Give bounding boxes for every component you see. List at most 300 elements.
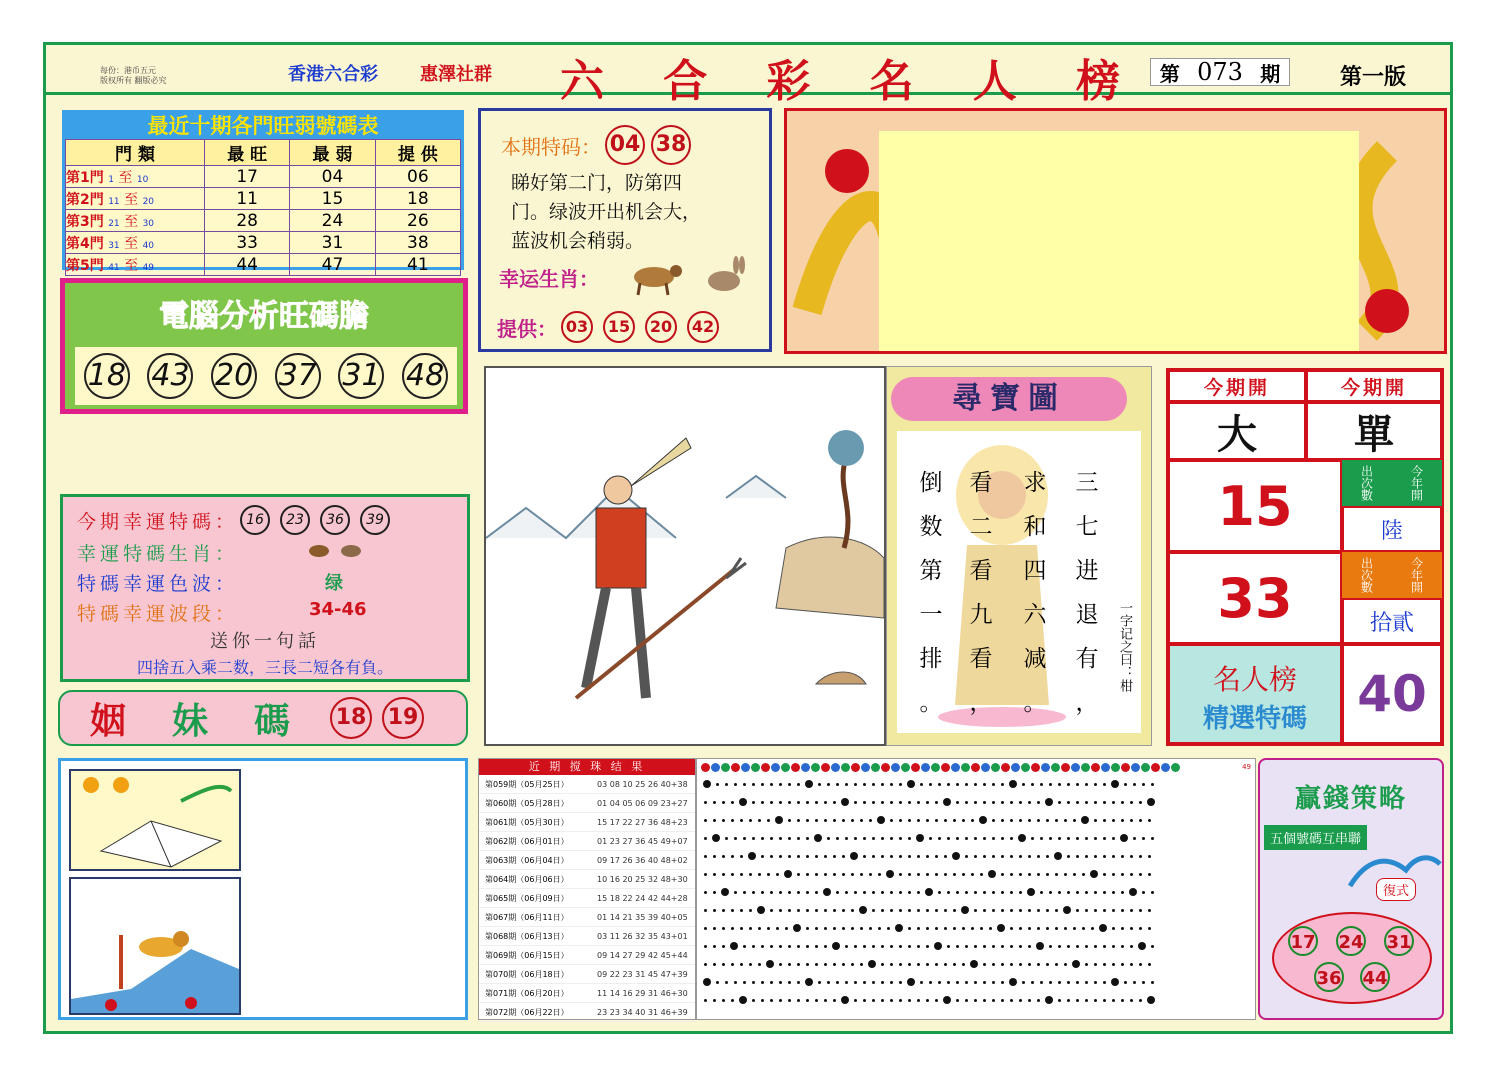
grid-ball-icon bbox=[781, 763, 790, 772]
grid-dot bbox=[1037, 927, 1040, 930]
grid-dot bbox=[887, 927, 890, 930]
door-label: 第1門 bbox=[66, 169, 104, 186]
cell-give: 06 bbox=[375, 166, 460, 188]
sister-title-char: 姻 bbox=[90, 700, 127, 742]
grid-dot bbox=[761, 837, 764, 840]
grid-row bbox=[697, 901, 1255, 919]
treasure-char: 数 bbox=[919, 514, 943, 540]
treasure-char: 有 bbox=[1075, 646, 1099, 672]
grid-ball-icon bbox=[911, 763, 920, 772]
grid-dot bbox=[935, 819, 938, 822]
grid-dot bbox=[722, 999, 725, 1002]
grid-dot bbox=[935, 873, 938, 876]
result-row bbox=[479, 870, 695, 889]
treasure-char: 九 bbox=[969, 602, 993, 628]
grid-dot bbox=[770, 945, 773, 948]
grid-dot bbox=[956, 801, 959, 804]
grid-dot bbox=[739, 798, 747, 806]
grid-dot bbox=[935, 801, 938, 804]
grid-dot bbox=[1046, 855, 1049, 858]
grid-dot bbox=[749, 963, 752, 966]
grid-dot bbox=[784, 870, 792, 878]
grid-dot bbox=[1076, 909, 1079, 912]
grid-ball-icon bbox=[701, 763, 710, 772]
brand-community: 惠澤社群 bbox=[420, 64, 492, 85]
grid-dot bbox=[929, 783, 932, 786]
grid-dot bbox=[890, 963, 893, 966]
grid-dot bbox=[788, 801, 791, 804]
treasure-col bbox=[1023, 461, 1047, 725]
grid-dot bbox=[929, 837, 932, 840]
grid-dot bbox=[965, 783, 968, 786]
grid-dot bbox=[1112, 909, 1115, 912]
grid-dot bbox=[734, 837, 737, 840]
grid-dot bbox=[1076, 837, 1079, 840]
table-row bbox=[66, 188, 461, 210]
grid-dot bbox=[965, 981, 968, 984]
grid-dot bbox=[713, 927, 716, 930]
grid-dot bbox=[965, 999, 968, 1002]
grid-dot bbox=[776, 873, 779, 876]
grid-dot bbox=[1073, 873, 1076, 876]
grid-dot bbox=[1031, 981, 1034, 984]
grid-dot bbox=[881, 981, 884, 984]
grid-dot bbox=[983, 945, 986, 948]
grid-dot bbox=[758, 927, 761, 930]
grid-dot bbox=[716, 783, 719, 786]
grid-dot bbox=[845, 837, 848, 840]
grid-dot bbox=[863, 801, 866, 804]
grid-dot bbox=[886, 870, 894, 878]
grid-dot bbox=[814, 834, 822, 842]
grid-ball-icon bbox=[711, 763, 720, 772]
grid-dot bbox=[962, 963, 965, 966]
grid-dot bbox=[722, 855, 725, 858]
grid-dot bbox=[974, 891, 977, 894]
grid-dot bbox=[815, 927, 818, 930]
grid-dot bbox=[974, 981, 977, 984]
grid-dot bbox=[731, 801, 734, 804]
grid-dot bbox=[935, 855, 938, 858]
cell-max: 17 bbox=[205, 166, 290, 188]
range-to: 20 bbox=[142, 196, 155, 207]
grid-dot bbox=[1076, 999, 1079, 1002]
title-char: 名 bbox=[869, 56, 914, 107]
strategy-number: 36 bbox=[1314, 962, 1344, 992]
grid-dot bbox=[1028, 855, 1031, 858]
grid-dot bbox=[1028, 927, 1031, 930]
computer-analysis-title: 電腦分析旺碼膽 bbox=[159, 299, 369, 334]
special-number: 38 bbox=[651, 125, 691, 165]
grid-dot bbox=[797, 945, 800, 948]
cell-min: 15 bbox=[290, 188, 375, 210]
grid-dot bbox=[890, 981, 893, 984]
grid-dot bbox=[731, 909, 734, 912]
grid-dot bbox=[947, 945, 950, 948]
grid-dot bbox=[1112, 855, 1115, 858]
grid-dot bbox=[1148, 909, 1151, 912]
grid-dot bbox=[1139, 873, 1142, 876]
grid-dot bbox=[956, 837, 959, 840]
grid-dot bbox=[1121, 891, 1124, 894]
grid-dot bbox=[1094, 891, 1097, 894]
title-char: 合 bbox=[663, 56, 708, 107]
grid-dot bbox=[944, 855, 947, 858]
grid-ball-icon bbox=[981, 763, 990, 772]
grid-dot bbox=[1019, 855, 1022, 858]
grid-dot bbox=[841, 996, 849, 1004]
grid-dot bbox=[797, 873, 800, 876]
lucky-zodiac-row: 幸運特碼生肖： bbox=[77, 543, 239, 565]
grid-dot bbox=[917, 945, 920, 948]
grid-dot bbox=[806, 801, 809, 804]
cell-min: 47 bbox=[290, 254, 375, 276]
grid-dot bbox=[1139, 963, 1142, 966]
grid-dot bbox=[1001, 891, 1004, 894]
grid-ball-icon bbox=[881, 763, 890, 772]
grid-dot bbox=[788, 891, 791, 894]
grid-dot bbox=[704, 837, 707, 840]
grid-dot bbox=[805, 978, 813, 986]
grid-dot bbox=[1103, 855, 1106, 858]
grid-dot bbox=[908, 837, 911, 840]
zodiac-animals-icon bbox=[626, 255, 756, 297]
results-header: 近 期 搅 珠 结 果 bbox=[479, 759, 695, 775]
treasure-side-note: 一字记之曰：柑 bbox=[1117, 601, 1132, 692]
range-to-word: 至 bbox=[124, 191, 139, 208]
grid-dot bbox=[1019, 945, 1022, 948]
grid-ball-icon bbox=[901, 763, 910, 772]
grid-dot bbox=[944, 819, 947, 822]
grid-dot bbox=[1040, 783, 1043, 786]
grid-dot bbox=[704, 909, 707, 912]
grid-dot bbox=[1040, 891, 1043, 894]
grid-dot bbox=[935, 999, 938, 1002]
count-label bbox=[1342, 552, 1442, 598]
grid-dot bbox=[836, 837, 839, 840]
treasure-title: 尋寶圖 bbox=[891, 377, 1127, 421]
grid-dot bbox=[1049, 783, 1052, 786]
illustration-panel bbox=[484, 366, 886, 746]
grid-dot bbox=[740, 855, 743, 858]
brand-hk: 香港六合彩 bbox=[288, 64, 378, 85]
grid-dot bbox=[824, 945, 827, 948]
grid-dot bbox=[725, 837, 728, 840]
grid-dot bbox=[1121, 927, 1124, 930]
grid-dot bbox=[974, 945, 977, 948]
grid-dot bbox=[841, 798, 849, 806]
grid-dot bbox=[1055, 873, 1058, 876]
lucky-number: 23 bbox=[280, 505, 310, 535]
grid-dot bbox=[797, 819, 800, 822]
treasure-char: 二 bbox=[969, 514, 993, 540]
grid-dot bbox=[1085, 801, 1088, 804]
grid-dot bbox=[1085, 855, 1088, 858]
grid-dot bbox=[1103, 909, 1106, 912]
grid-ball-icon bbox=[871, 763, 880, 772]
result-row bbox=[479, 946, 695, 965]
grid-dot bbox=[989, 927, 992, 930]
grid-dot bbox=[962, 819, 965, 822]
grid-dot bbox=[860, 963, 863, 966]
grid-dot bbox=[1085, 945, 1088, 948]
grid-dot bbox=[1058, 801, 1061, 804]
cell-max: 33 bbox=[205, 232, 290, 254]
grid-dot bbox=[704, 855, 707, 858]
grid-dot bbox=[983, 963, 986, 966]
grid-dot bbox=[908, 801, 911, 804]
grid-dot bbox=[845, 945, 848, 948]
treasure-char: 看 bbox=[969, 470, 993, 496]
grid-dot bbox=[1139, 999, 1142, 1002]
grid-dot bbox=[1148, 927, 1151, 930]
grid-dot bbox=[758, 873, 761, 876]
grid-dot bbox=[1009, 978, 1017, 986]
grid-dot bbox=[1121, 873, 1124, 876]
result-row bbox=[479, 794, 695, 813]
result-row bbox=[479, 984, 695, 1003]
grid-dot bbox=[1067, 837, 1070, 840]
lion-illustration bbox=[69, 877, 241, 1015]
lucky-panel: 今期幸運特碼 ： 16 23 36 39 幸運特碼生肖： 特碼幸運色波： 绿 特碼幸運波段： 34-46 送你一句話 四捨五入乘二数，三長二短各有負。 bbox=[60, 494, 470, 682]
grid-dot bbox=[916, 834, 924, 842]
treasure-char: 一 bbox=[919, 602, 943, 628]
grid-dot bbox=[815, 819, 818, 822]
goddess-figure-icon bbox=[937, 435, 1067, 727]
grid-dot bbox=[806, 819, 809, 822]
result-row bbox=[479, 889, 695, 908]
book-illustration bbox=[69, 769, 241, 871]
grid-dot bbox=[926, 873, 929, 876]
grid-dot bbox=[1037, 999, 1040, 1002]
grid-dot bbox=[1019, 801, 1022, 804]
sister-title-char: 碼 bbox=[254, 700, 291, 742]
door-table-title: 最近十期各門旺弱號碼表 bbox=[65, 113, 461, 139]
grid-dot bbox=[836, 783, 839, 786]
today-number: 33 bbox=[1168, 552, 1342, 644]
grid-dot bbox=[1028, 945, 1031, 948]
grid-dot bbox=[863, 783, 866, 786]
grid-dot bbox=[890, 909, 893, 912]
cell-max: 11 bbox=[205, 188, 290, 210]
grid-dot bbox=[992, 783, 995, 786]
grid-dot bbox=[917, 999, 920, 1002]
grid-dot bbox=[815, 891, 818, 894]
result-label: 第070期（06月18日） bbox=[485, 969, 569, 979]
grid-dot bbox=[1151, 891, 1154, 894]
grid-dot bbox=[788, 999, 791, 1002]
grid-dot bbox=[908, 891, 911, 894]
grid-dot bbox=[739, 996, 747, 1004]
strategy-number: 44 bbox=[1360, 962, 1390, 992]
grid-dot bbox=[1085, 981, 1088, 984]
lucky-range-row: 特碼幸運波段： bbox=[77, 603, 239, 625]
grid-dot bbox=[788, 909, 791, 912]
grid-dot bbox=[953, 909, 956, 912]
grid-dot bbox=[722, 945, 725, 948]
grid-dot bbox=[947, 837, 950, 840]
grid-dot bbox=[824, 873, 827, 876]
grid-dot bbox=[1049, 837, 1052, 840]
grid-dot bbox=[1046, 873, 1049, 876]
grid-dot bbox=[854, 891, 857, 894]
grid-dot bbox=[1072, 960, 1080, 968]
grid-dot bbox=[704, 873, 707, 876]
count-value: 拾貳 bbox=[1342, 598, 1442, 644]
grid-dot bbox=[779, 999, 782, 1002]
count-label-a: 出次數 bbox=[1359, 557, 1374, 593]
famous-title: 名人榜 bbox=[1212, 663, 1297, 696]
grid-dot bbox=[734, 891, 737, 894]
grid-dot bbox=[1073, 927, 1076, 930]
grid-dot bbox=[776, 927, 779, 930]
grid-dot bbox=[1046, 819, 1049, 822]
grid-dot bbox=[1121, 855, 1124, 858]
grid-dot bbox=[877, 816, 885, 824]
grid-dot bbox=[712, 834, 720, 842]
lucky-number: 36 bbox=[320, 505, 350, 535]
grid-dot bbox=[1076, 801, 1079, 804]
grid-ball-icon bbox=[761, 763, 770, 772]
grid-dot bbox=[713, 855, 716, 858]
grid-dot bbox=[1010, 873, 1013, 876]
lucky-zodiac-label: 幸运生肖： bbox=[499, 267, 599, 291]
treasure-char: 退 bbox=[1075, 602, 1099, 628]
grid-dot bbox=[815, 909, 818, 912]
grid-dot bbox=[1085, 891, 1088, 894]
treasure-col bbox=[919, 461, 943, 725]
col-header: 最 旺 bbox=[205, 140, 290, 166]
grid-dot bbox=[788, 981, 791, 984]
grid-dot bbox=[704, 801, 707, 804]
grid-dot bbox=[1067, 945, 1070, 948]
grid-dot bbox=[788, 963, 791, 966]
grid-ball-icon bbox=[1021, 763, 1030, 772]
grid-dot bbox=[917, 801, 920, 804]
grid-dot bbox=[1001, 909, 1004, 912]
today-header: 今期開 bbox=[1168, 370, 1306, 402]
result-numbers: 10 16 20 25 32 48+30 bbox=[597, 874, 688, 884]
grid-dot bbox=[1073, 819, 1076, 822]
grid-dot bbox=[1031, 783, 1034, 786]
grid-dot bbox=[872, 837, 875, 840]
grid-dot bbox=[965, 855, 968, 858]
grid-dot bbox=[944, 963, 947, 966]
grid-dot bbox=[1130, 819, 1133, 822]
grid-dot bbox=[1067, 981, 1070, 984]
table-row bbox=[66, 166, 461, 188]
grid-dot bbox=[779, 981, 782, 984]
grid-dot bbox=[854, 945, 857, 948]
grid-dot bbox=[992, 819, 995, 822]
grid-dot bbox=[761, 801, 764, 804]
cell-max: 44 bbox=[205, 254, 290, 276]
price-line-1: 每份：港币五元 bbox=[100, 66, 156, 75]
lucky-row-label: 特碼幸運波段 bbox=[77, 603, 216, 625]
grid-dot bbox=[749, 873, 752, 876]
grid-dot bbox=[704, 963, 707, 966]
grid-dot bbox=[895, 924, 903, 932]
grid-dot bbox=[1129, 888, 1137, 896]
grid-dot bbox=[824, 819, 827, 822]
grid-dot bbox=[779, 891, 782, 894]
grid-dot bbox=[806, 927, 809, 930]
grid-dot bbox=[953, 873, 956, 876]
cell-give: 38 bbox=[375, 232, 460, 254]
banner-image bbox=[784, 108, 1447, 354]
grid-dot bbox=[1094, 855, 1097, 858]
treasure-char: 。 bbox=[919, 690, 943, 716]
grid-dot bbox=[1142, 837, 1145, 840]
grid-dot bbox=[938, 783, 941, 786]
grid-dot bbox=[731, 855, 734, 858]
grid-dot bbox=[806, 999, 809, 1002]
special-label: 本期特码： bbox=[501, 134, 601, 159]
grid-dot bbox=[725, 981, 728, 984]
grid-dot bbox=[1130, 945, 1133, 948]
grid-dot bbox=[731, 999, 734, 1002]
grid-dot bbox=[992, 945, 995, 948]
result-numbers: 23 23 34 40 31 46+39 bbox=[597, 1007, 688, 1017]
grid-dot bbox=[832, 942, 840, 950]
grid-dot bbox=[1001, 999, 1004, 1002]
grid-dot bbox=[818, 981, 821, 984]
range-from: 11 bbox=[108, 196, 120, 207]
range-from: 31 bbox=[108, 240, 120, 251]
grid-ball-icon bbox=[991, 763, 1000, 772]
grid-dot bbox=[953, 819, 956, 822]
door-table-panel bbox=[62, 110, 464, 275]
grid-dot bbox=[1019, 963, 1022, 966]
grid-dot bbox=[926, 819, 929, 822]
grid-dot bbox=[779, 855, 782, 858]
cell-give: 26 bbox=[375, 210, 460, 232]
grid-dot bbox=[806, 873, 809, 876]
grid-dot bbox=[965, 891, 968, 894]
grid-ball-icon bbox=[1131, 763, 1140, 772]
grid-dot bbox=[833, 801, 836, 804]
result-numbers: 03 08 10 25 26 40+38 bbox=[597, 779, 688, 789]
grid-dot bbox=[878, 873, 881, 876]
grid-ball-icon bbox=[1151, 763, 1160, 772]
grid-dot bbox=[1055, 909, 1058, 912]
book-icon bbox=[71, 771, 239, 869]
grid-dot bbox=[743, 837, 746, 840]
grid-dot bbox=[917, 909, 920, 912]
grid-dot bbox=[851, 819, 854, 822]
grid-dot bbox=[824, 963, 827, 966]
grid-dot bbox=[734, 783, 737, 786]
grid-dot bbox=[1055, 819, 1058, 822]
grid-dot bbox=[881, 945, 884, 948]
count-label-b: 今年開 bbox=[1409, 557, 1424, 593]
grid-dot bbox=[752, 891, 755, 894]
result-row bbox=[479, 832, 695, 851]
grid-dot bbox=[1001, 945, 1004, 948]
grid-dot bbox=[983, 909, 986, 912]
grid-dot bbox=[797, 837, 800, 840]
sister-panel bbox=[58, 690, 468, 746]
grid-dot bbox=[704, 999, 707, 1002]
issue-prefix: 第 bbox=[1159, 61, 1180, 86]
grid-dot bbox=[908, 999, 911, 1002]
grid-dot bbox=[908, 819, 911, 822]
grid-dot bbox=[713, 819, 716, 822]
grid-dot bbox=[962, 927, 965, 930]
grid-dot bbox=[956, 783, 959, 786]
grid-dot bbox=[779, 909, 782, 912]
analysis-number: 20 bbox=[211, 353, 257, 399]
